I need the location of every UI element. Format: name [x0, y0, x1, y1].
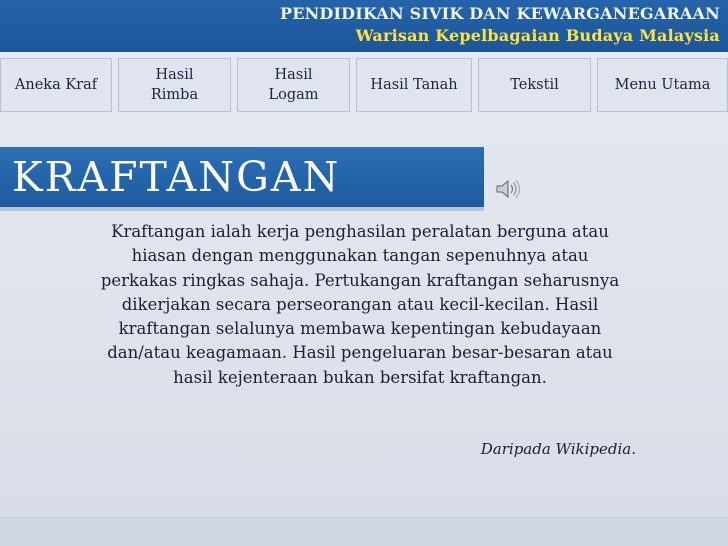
nav-bar — [0, 56, 728, 118]
nav-aneka-kraf-button[interactable]: Aneka Kraf — [0, 58, 112, 112]
footer-band — [0, 517, 728, 546]
nav-hasil-rimba-button[interactable]: Hasil Rimba — [118, 58, 231, 112]
source-citation: Daripada Wikipedia. — [480, 440, 636, 458]
header-title: PENDIDIKAN SIVIK DAN KEWARGANEGARAAN — [279, 4, 720, 23]
title-band — [0, 147, 484, 207]
nav-tekstil-button[interactable]: Tekstil — [478, 58, 591, 112]
header-bar — [0, 0, 728, 52]
body-line: kraftangan selalunya membawa kepentingan kebudayaan — [118, 319, 602, 339]
speaker-icon[interactable] — [495, 178, 523, 200]
header-subtitle: Warisan Kepelbagaian Budaya Malaysia — [355, 26, 720, 45]
body-line: hiasan dengan menggunakan tangan sepenuhnya atau — [131, 246, 589, 266]
body-line: dan/atau keagamaan. Hasil pengeluaran besar-besaran atau — [107, 343, 613, 363]
title-underline — [0, 207, 484, 211]
nav-hasil-tanah-button[interactable]: Hasil Tanah — [356, 58, 472, 112]
nav-menu-utama-button[interactable]: Menu Utama — [597, 58, 728, 112]
body-text — [84, 220, 636, 390]
body-line: dikerjakan secara perseorangan atau kecil-kecilan. Hasil — [121, 294, 599, 314]
page-title: KRAFTANGAN — [12, 153, 341, 201]
body-line: Kraftangan ialah kerja penghasilan peralatan berguna atau — [111, 222, 609, 241]
body-line: hasil kejenteraan bukan bersifat kraftangan. — [173, 367, 547, 387]
body-line: perkakas ringkas sahaja. Pertukangan kraftangan seharusnya — [100, 270, 620, 290]
nav-hasil-logam-button[interactable]: Hasil Logam — [237, 58, 350, 112]
